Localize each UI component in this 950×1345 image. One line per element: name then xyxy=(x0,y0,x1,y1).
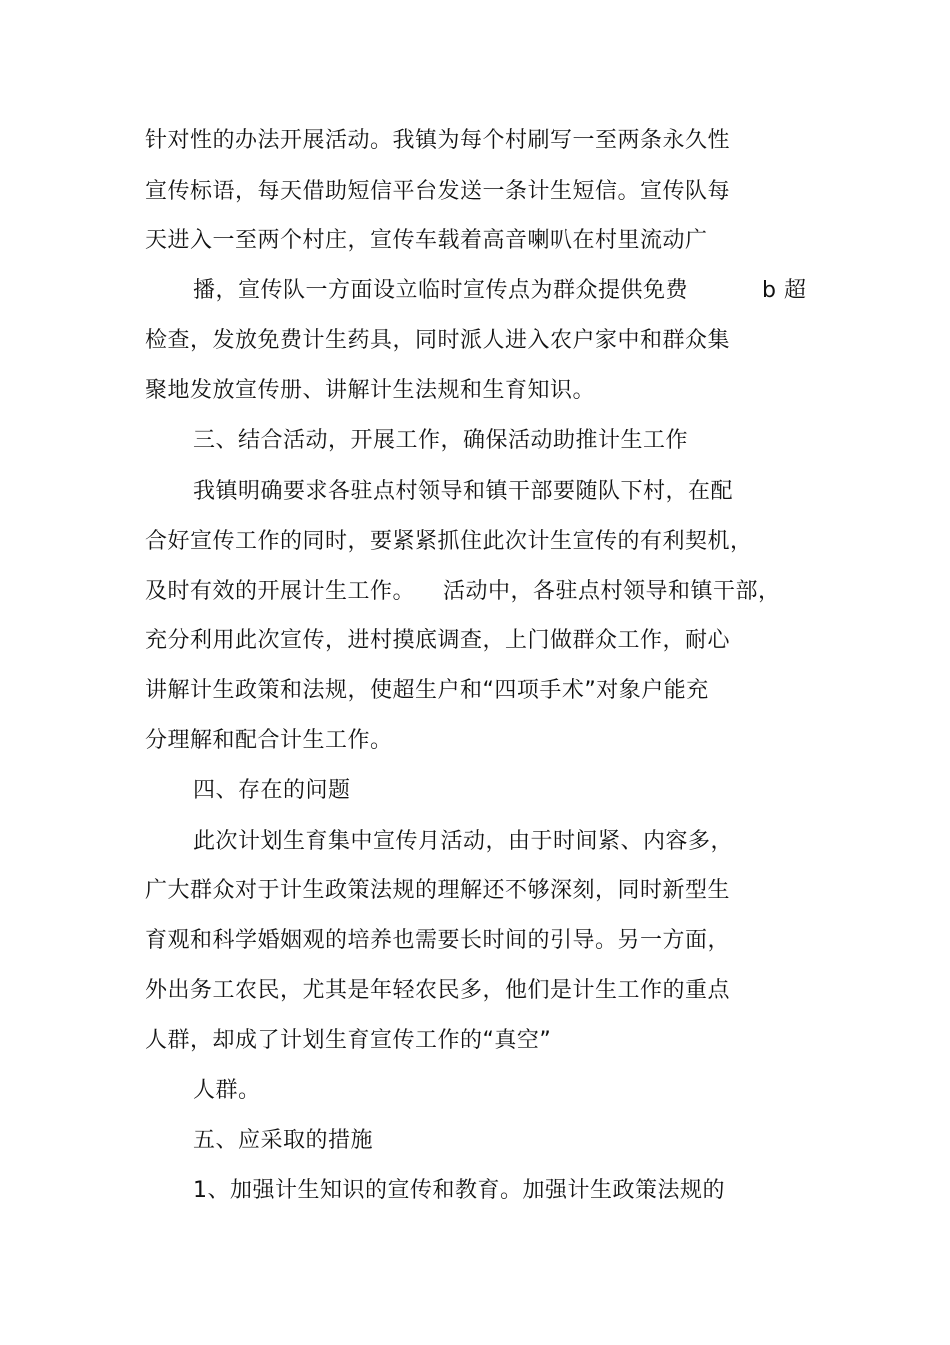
body-text-line: 分理解和配合计生工作。 xyxy=(145,728,393,753)
body-text-line: 充分利用此次宣传，进村摸底调查，上门做群众工作，耐心 xyxy=(145,628,731,653)
body-text-line: 检查，发放免费计生药具，同时派人进入农户家中和群众集 xyxy=(145,328,731,353)
body-text-line: 及时有效的开展计生工作。 xyxy=(145,579,416,604)
body-text-line: 天进入一至两个村庄，宣传车载着高音喇叭在村里流动广 xyxy=(145,228,708,253)
section-heading: 四、存在的问题 xyxy=(193,778,351,803)
body-text-line: 育观和科学婚姻观的培养也需要长时间的引导。另一方面， xyxy=(145,928,731,953)
body-text-line: 人群。 xyxy=(193,1078,261,1103)
body-text-fragment: 活动中，各驻点村领导和镇干部， xyxy=(443,579,781,604)
body-text-line: 人群，却成了计划生育宣传工作的“真空” xyxy=(145,1028,552,1053)
body-text-line: 外出务工农民，尤其是年轻农民多，他们是计生工作的重点 xyxy=(145,978,731,1003)
body-text-line: 我镇明确要求各驻点村领导和镇干部要随队下村，在配 xyxy=(193,479,734,504)
body-text-line: 1、加强计生知识的宣传和教育。加强计生政策法规的 xyxy=(193,1178,725,1203)
section-heading: 五、应采取的措施 xyxy=(193,1128,374,1153)
section-heading: 三、结合活动，开展工作，确保活动助推计生工作 xyxy=(193,428,689,453)
body-text-line: 聚地发放宣传册、讲解计生法规和生育知识。 xyxy=(145,378,596,403)
body-text-fragment: b 超 xyxy=(762,278,807,303)
body-text-line: 播，宣传队一方面设立临时宣传点为群众提供免费 xyxy=(193,278,689,303)
body-text-line: 合好宣传工作的同时，要紧紧抓住此次计生宣传的有利契机， xyxy=(145,529,753,554)
body-text-line: 此次计划生育集中宣传月活动，由于时间紧、内容多， xyxy=(193,829,734,854)
body-text-line: 针对性的办法开展活动。我镇为每个村刷写一至两条永久性 xyxy=(145,128,731,153)
body-text-line: 广大群众对于计生政策法规的理解还不够深刻，同时新型生 xyxy=(145,878,731,903)
body-text-line: 宣传标语，每天借助短信平台发送一条计生短信。宣传队每 xyxy=(145,179,731,204)
body-text-line: 讲解计生政策和法规，使超生户和“四项手术”对象户能充 xyxy=(145,678,709,703)
